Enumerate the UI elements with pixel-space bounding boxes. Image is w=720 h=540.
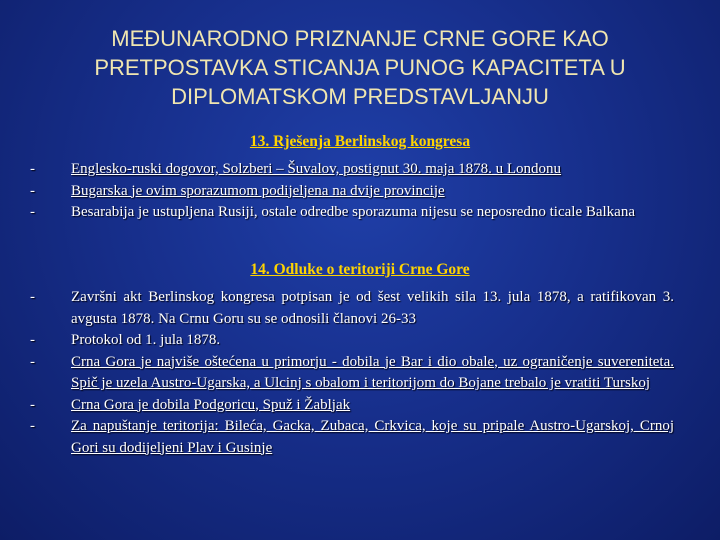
- bullet-dash: -: [30, 332, 35, 348]
- list-item: [30, 287, 674, 330]
- list-item: [30, 159, 674, 181]
- bullet-dash: -: [30, 396, 35, 413]
- list-item: [30, 202, 674, 224]
- bullet-dash: -: [30, 204, 35, 220]
- list-item-text: Bugarska je ovim sporazumom podijeljena na dvije provincije: [71, 182, 445, 199]
- bullet-dash: -: [30, 161, 35, 177]
- list-item: [30, 181, 674, 203]
- list-item: [30, 330, 674, 352]
- list-item-text: Za napuštanje teritorija: Bileća, Gacka, Zubaca, Crkvica, koje su pripale Austro-Ugarskoj, Crnoj Gori su dodijeljeni Plav i Gusinje: [71, 418, 674, 456]
- list-item-text: Protokol od 1. jula 1878.: [71, 332, 221, 348]
- title-line-1: MEĐUNARODNO PRIZNANJE CRNE GORE KAO: [111, 26, 609, 51]
- bullet-dash: -: [30, 353, 35, 370]
- list-item-text: Crna Gora je najviše oštećena u primorju - dobila je Bar i dio obale, uz ograničenje suvereniteta. Spič je uzela Austro-Ugarska, a Ulcinj s obalom i teritorijom do Bojane trebalo je vratiti Turskoj: [71, 353, 674, 391]
- bullet-dash: -: [30, 418, 35, 434]
- list-item: [30, 352, 674, 395]
- section-heading-1: 13. Rješenja Berlinskog kongresa: [249, 133, 471, 150]
- list-item-text: Besarabija je ustupljena Rusiji, ostale odredbe sporazuma nijesu se neposredno ticale Balkana: [71, 204, 635, 220]
- list-item: [30, 416, 674, 459]
- section-2-list: [30, 287, 674, 459]
- bullet-dash: -: [30, 289, 35, 305]
- list-item-text: Crna Gora je dobila Podgoricu, Spuž i Žabljak: [71, 396, 351, 413]
- slide-title: [40, 24, 680, 111]
- list-item: [30, 395, 674, 417]
- section-heading-2: 14. Odluke o teritoriji Crne Gore: [250, 261, 470, 278]
- bullet-dash: -: [30, 182, 35, 199]
- list-item-text: Završni akt Berlinskog kongresa potpisan je od šest velikih sila 13. jula 1878, a ratifikovan 3. avgusta 1878. Na Crnu Goru su se odnosili članovi 26-33: [71, 289, 674, 327]
- title-line-3: DIPLOMATSKOM PREDSTAVLJANJU: [171, 84, 549, 109]
- title-line-2: PRETPOSTAVKA STICANJA PUNOG KAPACITETA U: [94, 55, 626, 80]
- section-1-list: [30, 159, 674, 224]
- list-item-text: Englesko-ruski dogovor, Solzberi – Šuvalov, postignut 30. maja 1878. u Londonu: [71, 161, 562, 177]
